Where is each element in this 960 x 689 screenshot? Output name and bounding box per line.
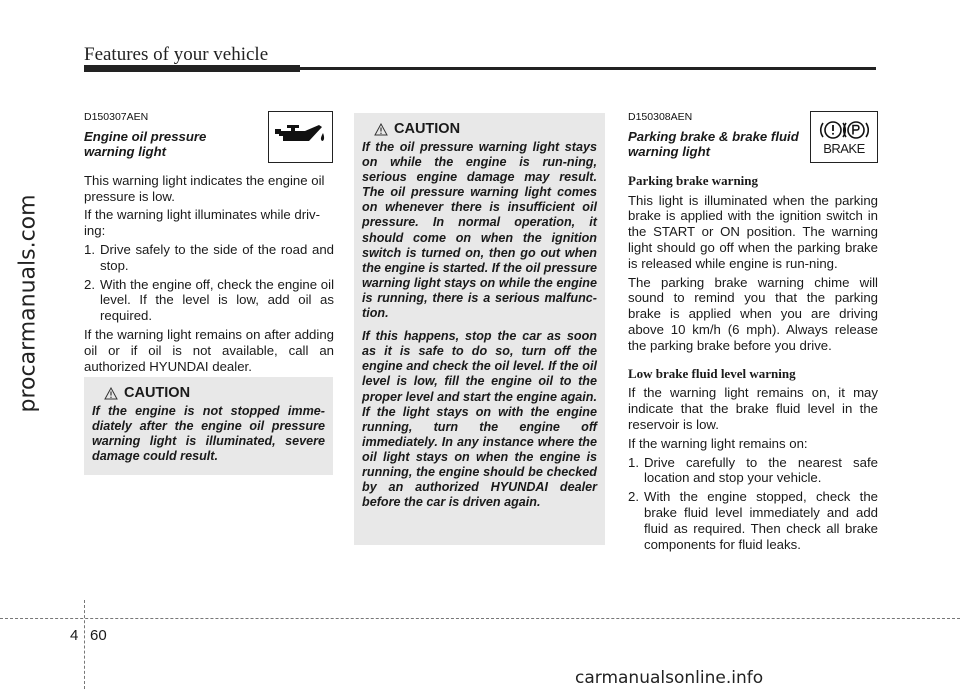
side-watermark: procarmanuals.com [15, 194, 41, 413]
outro-text: If the warning light remains on after adding oil or if oil is not available, call an authorized HYUNDAI dealer. [84, 326, 334, 374]
section-code: D150307AEN [84, 111, 149, 123]
brake-fluid-heading: Low brake fluid level warning [628, 365, 796, 381]
list-number: 2. [628, 489, 639, 505]
warning-triangle-icon [104, 387, 118, 400]
caution-paragraph: If this happens, stop the car as soon as it is safe to do so, turn off the engine and check the oil level. If the oil level is low, fill the engine oil to the proper level and start the engine again. If the light stays on with the engine running, turn the engine off immediately. In any instance where the oil light stays on when the engine is running, the engine should be checked by an authorized HYUNDAI dealer before the car is driven again. [362, 329, 597, 510]
condition-text: If the warning light illuminates while driv-ing: [84, 207, 321, 239]
caution-heading [374, 121, 597, 137]
caution-body: If the engine is not stopped imme-diately after the engine oil pressure warning light is illuminated, severe damage could result. [92, 404, 325, 464]
section-subhead: Parking brake & brake fluid warning light [628, 128, 799, 159]
caution-heading [104, 385, 325, 401]
list-item [84, 277, 334, 324]
list-number: 1. [84, 241, 95, 257]
page-header-title: Features of your vehicle [84, 44, 269, 65]
section-subhead: Engine oil pressure warning light [84, 128, 207, 159]
list-text: Drive carefully to the nearest safe location and stop your vehicle. [644, 454, 878, 486]
list-text: With the engine stopped, check the brake fluid level immediately and add fluid as required. Then check all brake components for fluid leaks. [644, 489, 878, 552]
caution-box-oil-pressure [354, 113, 605, 545]
brake-warning-icon [810, 111, 878, 163]
brake-symbol-icon [819, 118, 869, 142]
caution-title: CAUTION [124, 385, 191, 401]
section-code: D150308AEN [628, 111, 693, 123]
list-item [628, 455, 878, 487]
footer-divider [84, 600, 85, 689]
footer-rule [0, 618, 960, 619]
footer-watermark: carmanualsonline.info [575, 668, 764, 688]
right-column [628, 110, 878, 555]
page-number: 60 [90, 627, 107, 644]
brake-fluid-text: If the warning light remains on, it may indicate that the brake fluid level in the reservoir is low. [628, 385, 878, 432]
parking-brake-text: This light is illuminated when the parking brake is applied with the ignition switch in the START or ON position. The warning light should go off when the parking brake is released while engine is run-ning. [628, 192, 878, 271]
list-text: With the engine off, check the engine oil level. If the level is low, add oil as required. [100, 276, 334, 324]
caution-body [362, 140, 597, 510]
list-number: 2. [84, 276, 95, 292]
brake-fluid-condition: If the warning light remains on: [628, 435, 808, 451]
caution-title: CAUTION [394, 121, 461, 137]
oil-can-icon [268, 111, 333, 163]
parking-brake-chime-text: The parking brake warning chime will sound to remind you that the parking brake is applied when you are driving above 10 km/h (6 mph). Always release the parking brake before you drive. [628, 274, 878, 353]
brake-icon-label: BRAKE [823, 141, 865, 156]
list-item [84, 242, 334, 274]
caution-paragraph: If the oil pressure warning light stays on while the engine is run-ning, serious engine damage may result. The oil pressure warning light comes on whenever there is insufficient oil pressure. In normal operation, it should come on when the ignition switch is turned on, then go out when the engine is started. If the oil pressure warning light stays on while the engine is running, there is a serious malfunc-tion. [362, 140, 597, 321]
intro-text: This warning light indicates the engine oil pressure is low. [84, 172, 325, 204]
list-text: Drive safely to the side of the road and stop. [100, 241, 334, 273]
list-number: 1. [628, 454, 639, 470]
caution-box-oil [84, 377, 333, 475]
chapter-number: 4 [70, 627, 79, 644]
list-item [628, 489, 878, 552]
warning-triangle-icon [374, 123, 388, 136]
parking-brake-heading: Parking brake warning [628, 172, 759, 188]
header-rule-accent [84, 65, 300, 72]
